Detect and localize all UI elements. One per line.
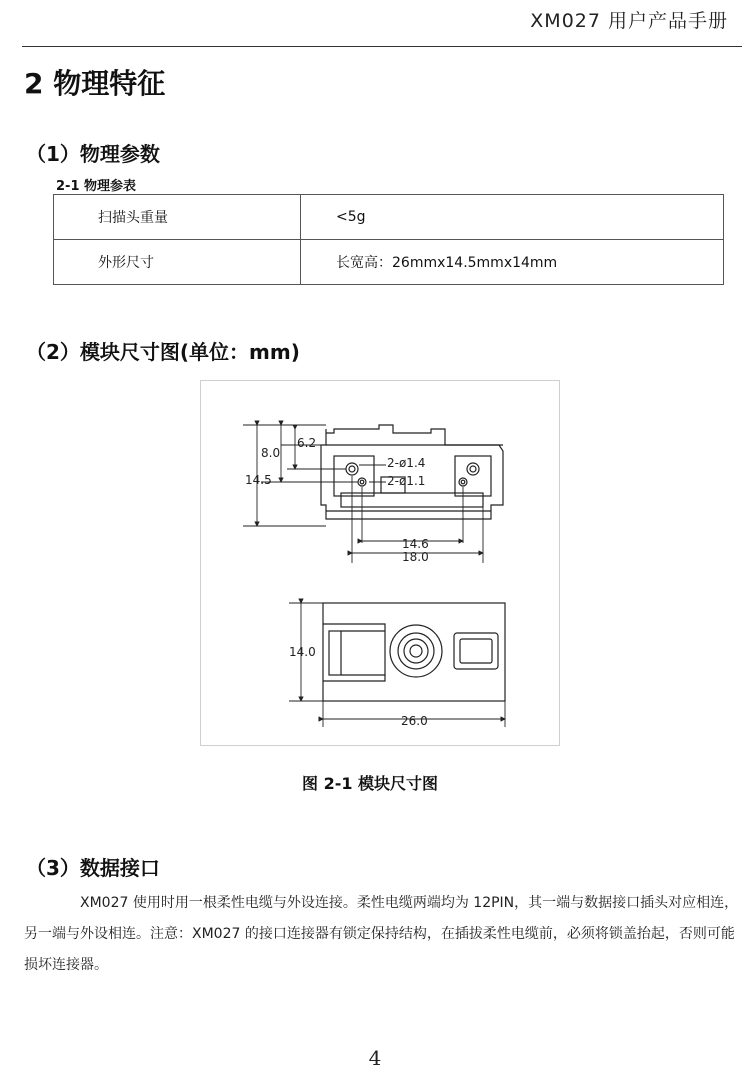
dimension-drawing <box>201 381 559 745</box>
header-divider <box>22 46 742 47</box>
front-view <box>323 603 505 701</box>
table-cell-value: <5g <box>301 195 724 240</box>
hole-callout-large: 2-ø1.4 <box>387 456 426 470</box>
table-row <box>54 195 724 240</box>
table-cell-value: 长宽高：26mmx14.5mmx14mm <box>301 240 724 285</box>
table-cell-label: 外形尺寸 <box>54 240 301 285</box>
dim-18-0: 18.0 <box>402 550 429 564</box>
dim-14-0: 14.0 <box>289 645 316 659</box>
table-cell-label: 扫描头重量 <box>54 195 301 240</box>
table-row <box>54 240 724 285</box>
physical-params-table <box>53 194 724 285</box>
subsection-heading-dimension-drawing: （2）模块尺寸图(单位：mm) <box>26 340 300 364</box>
dim-14-6: 14.6 <box>402 537 429 551</box>
page-number: 4 <box>368 1046 382 1070</box>
figure-caption: 图 2-1 模块尺寸图 <box>302 774 439 793</box>
dim-26-0: 26.0 <box>401 714 428 728</box>
table-caption: 2-1 物理参表 <box>56 179 137 194</box>
side-view <box>321 425 503 519</box>
hole-callout-small: 2-ø1.1 <box>387 474 426 488</box>
section-title: 2 物理特征 <box>24 67 166 100</box>
front-view-dimensions <box>289 603 505 727</box>
header-title: XM027 用户产品手册 <box>530 10 728 32</box>
dim-8-0: 8.0 <box>261 446 281 460</box>
dim-14-5: 14.5 <box>245 473 272 487</box>
dimension-drawing-figure <box>200 380 560 746</box>
subsection-heading-data-interface: （3）数据接口 <box>26 856 160 880</box>
dim-6-2: 6.2 <box>297 436 317 450</box>
subsection-heading-physical-params: （1）物理参数 <box>26 142 160 166</box>
data-interface-paragraph: XM027 使用时用一根柔性电缆与外设连接。柔性电缆两端均为 12PIN，其一端与数据接口插头对应相连，另一端与外设相连。注意：XM027 的接口连接器有锁定保持结构，在插拔柔性电缆前，必须将锁盖抬起，否则可能损坏连接器。 <box>24 895 739 973</box>
